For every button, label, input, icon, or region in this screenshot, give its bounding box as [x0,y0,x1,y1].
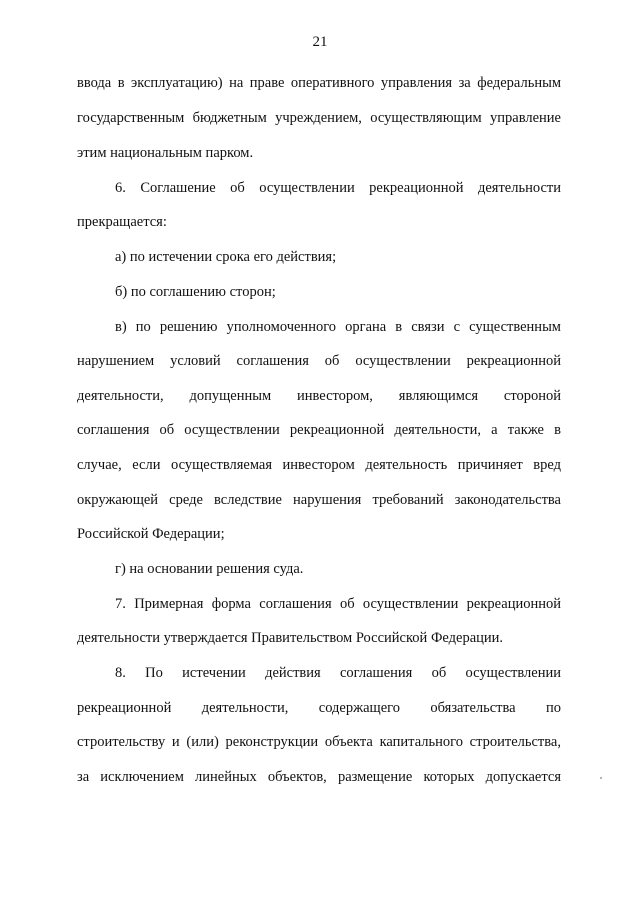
text-line: соглашения об осуществлении рекреационной деятельности, а также в [77,422,561,438]
text-line: рекреационной деятельности, содержащего обязательства по [77,700,561,716]
text-line: ввода в эксплуатацию) на праве оперативного управления за федеральным [77,75,561,91]
list-item-v: в) по решению уполномоченного органа в связи с существенным [115,319,561,335]
text-line: случае, если осуществляемая инвестором деятельность причиняет вред [77,457,561,473]
text-line: окружающей среде вследствие нарушения требований законодательства [77,492,561,508]
list-item-b: б) по соглашению сторон; [115,284,276,300]
text-line: Российской Федерации; [77,526,225,542]
text-line: нарушением условий соглашения об осуществлении рекреационной [77,353,561,369]
text-line: деятельности утверждается Правительством Российской Федерации. [77,630,504,646]
text-line: деятельности, допущенным инвестором, являющимся стороной [77,388,561,404]
list-item-a: а) по истечении срока его действия; [115,249,337,265]
paragraph-6-first-line: 6. Соглашение об осуществлении рекреационной деятельности [115,180,561,196]
list-item-g: г) на основании решения суда. [115,561,304,577]
paragraph-8-first-line: 8. По истечении действия соглашения об осуществлении [115,665,561,681]
text-line: строительству и (или) реконструкции объекта капитального строительства, [77,734,561,750]
scan-speck [600,777,602,779]
paragraph-7-first-line: 7. Примерная форма соглашения об осуществлении рекреационной [115,596,561,612]
page-number: 21 [312,34,328,50]
text-line: прекращается: [77,214,167,230]
text-line: государственным бюджетным учреждением, осуществляющим управление [77,110,561,126]
text-line: этим национальным парком. [77,145,254,161]
text-line: за исключением линейных объектов, размещение которых допускается [77,769,561,785]
